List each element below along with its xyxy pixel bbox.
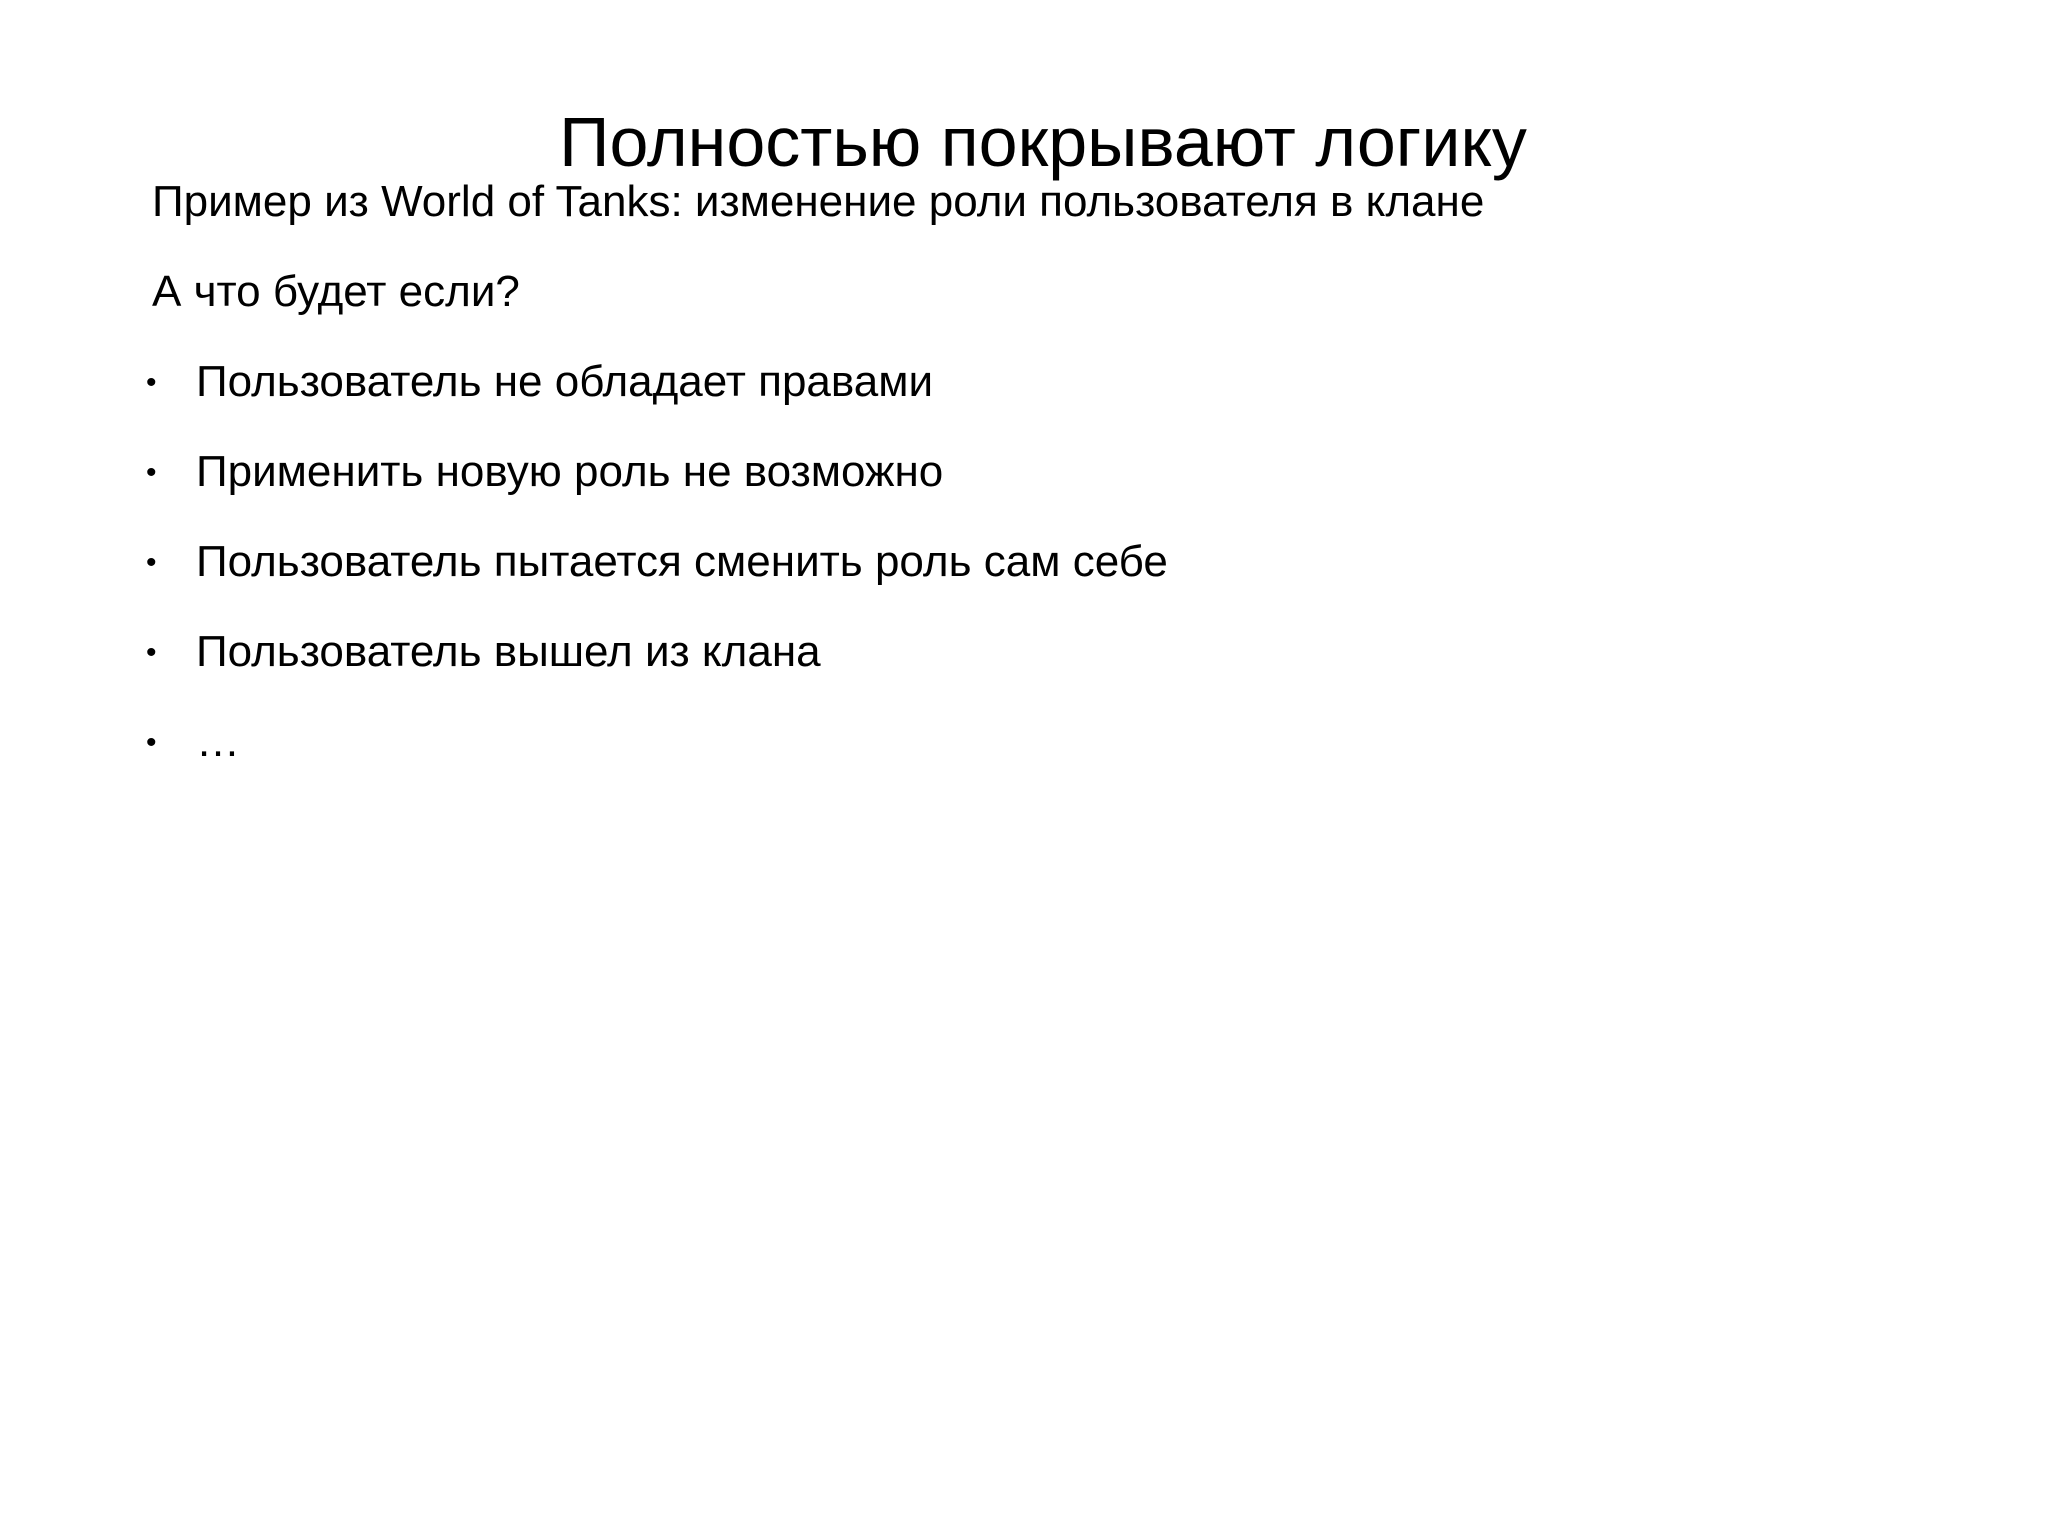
bullet-item <box>146 356 933 409</box>
bullet-text: Пользователь вышел из клана <box>196 627 821 676</box>
bullet-item <box>146 716 240 769</box>
slide-subtitle: Пример из World of Tanks: изменение роли пользователя в клане <box>152 177 1485 226</box>
question-text: А что будет если? <box>152 267 520 316</box>
slide-title-text: Полностью покрывают логику <box>559 103 1527 181</box>
bullet-text: … <box>196 717 240 766</box>
bullet-item <box>146 626 821 679</box>
bullet-item <box>146 536 1168 589</box>
bullet-marker: • <box>146 546 157 579</box>
bullet-text: Пользователь пытается сменить роль сам себе <box>196 537 1168 586</box>
bullet-marker: • <box>146 456 157 489</box>
bullet-text: Пользователь не обладает правами <box>196 357 934 406</box>
bullet-text: Применить новую роль не возможно <box>196 447 944 496</box>
bullet-marker: • <box>146 726 157 759</box>
bullet-item <box>146 446 943 499</box>
bullet-marker: • <box>146 366 157 399</box>
bullet-marker: • <box>146 636 157 669</box>
slide-title <box>0 100 2048 184</box>
